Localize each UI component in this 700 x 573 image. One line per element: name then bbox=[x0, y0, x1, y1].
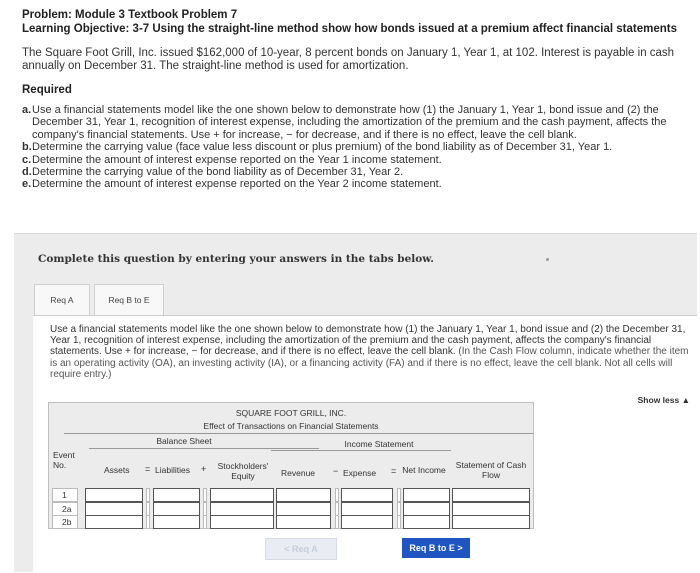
operator-marker bbox=[203, 515, 207, 529]
col-assets: Assets bbox=[104, 465, 130, 475]
expense-cell[interactable] bbox=[341, 502, 393, 516]
operator-marker bbox=[397, 515, 401, 529]
col-liabilities: Liabilities bbox=[155, 465, 190, 475]
complete-instruction: Complete this question by entering your answers in the tabs below. bbox=[38, 253, 434, 265]
assets-cell[interactable] bbox=[85, 502, 143, 516]
net-income-cell[interactable] bbox=[403, 488, 450, 502]
problem-header bbox=[0, 0, 700, 191]
task-item: a. Use a financial statements model like the one shown below to demonstrate how (1) the January 1, Year 1, bond issue and (2) the December 31, Year 1, recognition of interest expense, including the amortization of the premium and the cash payment, affects the company's financial statements. Use + for increase, − for decrease, and if there is no effect, leave the cell blank. bbox=[22, 104, 667, 141]
col-stockholders-equity: Stockholders' Equity bbox=[217, 461, 269, 481]
task-item: d. Determine the carrying value of the bond liability as of December 31, Year 2. bbox=[22, 166, 404, 179]
task-item: b. Determine the carrying value (face value less discount or plus premium) of the bond liability as of December 31, Year 1. bbox=[22, 141, 613, 154]
operator-marker bbox=[335, 515, 339, 529]
tab-req-b-to-e[interactable]: Req B to E bbox=[94, 284, 164, 315]
financial-statements-model bbox=[48, 402, 534, 529]
liabilities-cell[interactable] bbox=[153, 515, 200, 529]
assets-cell[interactable] bbox=[85, 488, 143, 502]
equity-cell[interactable] bbox=[210, 515, 274, 529]
revenue-cell[interactable] bbox=[276, 488, 331, 502]
header-rule bbox=[64, 433, 533, 434]
problem-intro: The Square Foot Grill, Inc. issued $162,000 of 10-year, 8 percent bonds on January 1, Year 1, at 102. Interest is payable in cash annually on December 31. The straight-line method is used for amortization. bbox=[22, 47, 675, 72]
balance-sheet-header: Balance Sheet bbox=[156, 436, 212, 446]
col-cash-flow: Statement of Cash Flow bbox=[455, 460, 527, 480]
cash-flow-cell[interactable] bbox=[452, 488, 530, 502]
task-item: e. Determine the amount of interest expense reported on the Year 2 income statement. bbox=[22, 178, 442, 191]
plus-sign: + bbox=[201, 464, 207, 474]
instructions-note: (In the Cash Flow column, indicate whether the item is an operating activity (OA), an investing activity (IA), or a financing activity (FA) and if there is no effect, leave the cell blank. Not all cells will require entry.) bbox=[50, 346, 689, 380]
operator-marker bbox=[146, 515, 150, 529]
liabilities-cell[interactable] bbox=[153, 488, 200, 502]
net-income-cell[interactable] bbox=[403, 502, 450, 516]
col-net-income: Net Income bbox=[402, 465, 446, 475]
table-subtitle: Effect of Transactions on Financial Statements bbox=[203, 421, 379, 431]
equity-cell[interactable] bbox=[210, 502, 274, 516]
problem-title: Problem: Module 3 Textbook Problem 7 bbox=[22, 9, 238, 21]
revenue-cell[interactable] bbox=[276, 515, 331, 529]
event-number-cell: 1 bbox=[52, 488, 78, 502]
question-panel bbox=[14, 233, 697, 572]
prev-req-button[interactable]: < Req A bbox=[265, 538, 337, 560]
next-req-button[interactable]: Req B to E > bbox=[402, 538, 470, 558]
revenue-cell[interactable] bbox=[276, 502, 331, 516]
tab-content bbox=[33, 315, 697, 573]
col-event-no: Event No. bbox=[53, 450, 75, 470]
col-revenue: Revenue bbox=[281, 468, 316, 478]
equals-sign-2: = bbox=[391, 466, 397, 476]
learning-objective: Learning Objective: 3-7 Using the straight-line method show how bonds issued at a premium affect financial statements bbox=[22, 23, 677, 35]
task-item: c. Determine the amount of interest expense reported on the Year 1 income statement. bbox=[22, 153, 442, 166]
required-heading: Required bbox=[22, 84, 72, 96]
balance-sheet-rule bbox=[89, 448, 319, 449]
company-name: SQUARE FOOT GRILL, INC. bbox=[235, 408, 347, 418]
tab-req-a[interactable]: Req A bbox=[34, 284, 90, 315]
income-statement-rule bbox=[271, 450, 451, 451]
operator-marker bbox=[146, 488, 150, 502]
income-statement-header: Income Statement bbox=[344, 439, 414, 449]
operator-marker bbox=[397, 502, 401, 516]
minus-sign: − bbox=[333, 466, 339, 476]
expense-cell[interactable] bbox=[341, 515, 393, 529]
task-list bbox=[22, 104, 686, 191]
event-number-cell: 2b bbox=[52, 515, 78, 529]
show-less-toggle[interactable]: Show less ▲ bbox=[637, 395, 690, 405]
equity-cell[interactable] bbox=[210, 488, 274, 502]
tab-instructions: Use a financial statements model like the one shown below to demonstrate how (1) the January 1, Year 1, bond issue and (2) the December 31, Year 1, recognition of interest expense, including the amortization of the premium and the cash payment, affects the company's financial statements. Use + for increase, − for decrease, and if there is no effect, leave the cell blank. (In the Cash Flow column, indicate whether the item is an operating activity (OA), an investing activity (IA), or a financing activity (FA) and if there is no effect, leave the cell blank. Not all cells will require entry.) bbox=[50, 324, 689, 380]
assets-cell[interactable] bbox=[85, 515, 143, 529]
operator-marker bbox=[335, 488, 339, 502]
col-expense: Expense bbox=[343, 468, 377, 478]
operator-marker bbox=[335, 502, 339, 516]
scroll-indicator bbox=[546, 258, 549, 261]
operator-marker bbox=[203, 502, 207, 516]
liabilities-cell[interactable] bbox=[153, 502, 200, 516]
operator-marker bbox=[397, 488, 401, 502]
operator-marker bbox=[146, 502, 150, 516]
operator-marker bbox=[203, 488, 207, 502]
event-number-cell: 2a bbox=[52, 502, 78, 516]
expense-cell[interactable] bbox=[341, 488, 393, 502]
net-income-cell[interactable] bbox=[403, 515, 450, 529]
cash-flow-cell[interactable] bbox=[452, 515, 530, 529]
cash-flow-cell[interactable] bbox=[452, 502, 530, 516]
equals-sign: = bbox=[145, 464, 151, 474]
